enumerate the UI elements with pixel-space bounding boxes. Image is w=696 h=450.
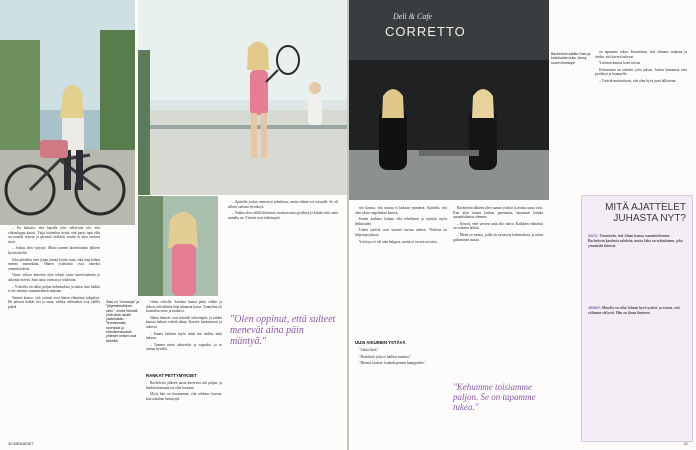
tennis-photo (138, 0, 347, 195)
cyclist-photo (0, 0, 135, 225)
paragraph: – En haluaisi, että lapsilla jäisi sellai-nen olo, että viikonloppu katosi. Tuija kuitenkin tietää, että paras tapa elää on nauttia arjesta ja pienistä hetkistä, mutta ei aina onnistu siinä. (8, 226, 100, 244)
paragraph: Bachelorin jälkeen olen saanut ystäviä ja avattu uusia ovia. Kun alan tuntea jonkun paremmin, huomaan kuinka samankaltaisia olemme. (453, 206, 543, 220)
left-body-column-2b (146, 381, 222, 439)
page-folio-left: 30 MENAISET (8, 441, 35, 446)
right-page (349, 0, 696, 450)
sidebar-title: MITÄ AJATTELET JUHASTA NYT? (605, 202, 686, 224)
paragraph: Nainen kertoo, että ystävät ovat hänen elämänsä tukipilari. He jakavat kaikki ilot ja surut, vaikka välimatkat ovat välillä pitkiä. (8, 295, 100, 309)
left-body-column-2 (146, 300, 222, 370)
paragraph: – Kerron, ettei tarvitse aina olla vahva. Kaikkien elämässä on vaikeita hetkiä. (453, 221, 543, 231)
paragraph: – Ajattelin joskus menestyä urheilussa, mutta elämä vei toisaalle. Se oli silloin vaikeaa hyväksyä. (228, 200, 338, 209)
portrait-photo-art (138, 196, 218, 296)
right-body-column-top (595, 50, 687, 190)
sidebar-text-2: Minulla on ollut Juhaan hyvä ystävä, ja toivon, että välimme säilyvät. Hän on ihana ihminen. (588, 306, 680, 315)
tennis-photo-art (138, 0, 347, 195)
paragraph: Ennen kaikkea haluan olla rehellinen ja näyttää myös heikkoudet. (355, 217, 447, 226)
right-body-column-1b (355, 348, 447, 438)
paragraph: "Huonot hiukset, hankala pennut kamppailee." (359, 361, 427, 366)
paragraph: viime viikolla. Sainhan kaatai pitkä viikko ja siihen, että lähetin ihan tuhansia kuvia. Tunnelma oli kuitenkin rento ja mukava. (146, 300, 222, 314)
paragraph: – Ennen kaikkea myös minä itse tiedän, mitä haluan. (146, 331, 222, 341)
sidebar-answer-2 (588, 306, 686, 316)
sidebar-text-1: Ymmärrän, että Juhan kanssa suunnittelemme Bachelorin kaudesta suhdetta, mutta Juha on eräänlainen, joka ymmärtää ihmistä. (588, 234, 683, 248)
pull-quote-right: "Kehumme toisiamme paljon. Se on tapamme tukea." (453, 382, 536, 412)
paragraph: Joka päiväkin teen jotain pientä kotiin vaan, eikä aina haluta mennä minnekään. Hänen ystävänsä ovat onneksi ymmärtäväisiä. (8, 257, 100, 271)
cafe-photo (349, 0, 549, 200)
right-body-column-2 (453, 206, 543, 376)
paragraph: Myös hän on huomannut, että rohkeus kasvaa, kun uskaltaa heittäytyä. (146, 392, 222, 401)
paragraph: Ystävien kanssa koen turvaa. (599, 61, 641, 66)
subhead-right: UUSI AIKUINEN YSTÄVÄ (355, 340, 406, 345)
paragraph: Ystävyys ei ole aina helppoa, mutta se on sen arvoista. (359, 239, 438, 244)
paragraph: – Ystäviltä on tullut paljon kokemuksia ja tukea, kun kaikki ei ole mennyt suunnitelmien mukaan. (8, 284, 100, 294)
photo-caption-right: Bachelorin sallittu Satu ja kahviloiden tuttu Jenny suurin ilmestys! (551, 52, 591, 65)
paragraph: Nämä ihmiset ovat minulle tärkeimpiä, ja niiden kanssa haluan viettää aikaa. Kaverit kannustavat ja tukevat. (146, 315, 222, 329)
paragraph: – Joskus olen väsynyt. Mutta tunnen lastenhoidon jälkeen hyvää mieltä. (8, 246, 100, 255)
left-body-column-3 (228, 200, 338, 312)
sidebar-box (581, 195, 693, 442)
paragraph: – Ystävät muistuttavat, että olen hyvä juuri tällaisena. (599, 78, 677, 83)
paragraph: Bachelorin jälkeen uusia kavereita tuli paljon, ja heidän kanssaan on ollut hauskaa. (146, 381, 222, 390)
subhead: RANKAT PETTYMYKSET (146, 373, 197, 378)
paragraph: Kehuminen on tärkeää, jotta jaksaa. Joskus kannattaa vain pysähtyä ja kuunnella. (595, 67, 687, 77)
sidebar-name-2: JENNY: (588, 306, 601, 310)
left-body-column-1 (8, 226, 100, 438)
photo-caption: Satu on "innostuja" ja "järjestelmällinen sielu", mutta hänellä yhtä lailla nauttii ystävistään. Tennismailat, ravintolat ja elämänmakuiset, yhteiset hetket ovat tärkeitä. (106, 300, 140, 343)
pull-quote: "Olen oppinut, että sulteet menevät aina päin mäntyä." (230, 314, 336, 347)
cafe-sign-line1: Deli & Cafe (393, 12, 433, 21)
cyclist-photo-art (0, 0, 135, 225)
paragraph: on tapamme tukea. Kunnioitan, että olemme mukana ja tiedän, että kaverit tukevat. (595, 50, 687, 59)
left-page (0, 0, 347, 450)
right-body-column-1 (355, 206, 447, 336)
portrait-photo (138, 196, 218, 296)
cafe-sign-line2: CORRETTO (385, 24, 466, 39)
paragraph: Uudet ystävät ovat tuoneet turvaa arkeen. Yhdessä on helpompi jaksaa. (355, 228, 447, 237)
paragraph: – Tunnen itseni aikuiseksi ja vapaaksi, ja se tuntuu hyvältä. (146, 342, 222, 352)
paragraph: "Lähtä likeä." (359, 348, 379, 352)
paragraph: Viime viikon ihmeistä olen tehnyt uusia kaverisuhteita ja uskonut itseeni. Sain uutta voimaa ja rohkeutta. (8, 273, 100, 282)
paragraph: "Hoskikeli, joka ei hallitse tunteita." (359, 354, 412, 359)
paragraph: – Meitä on monta, joilla on vastaavia kokemuksia, ja niistä puhuminen auttaa. (453, 232, 543, 242)
paragraph: – Vaikka olen välillä kiireinen, muistan aina pysähtyä ja kiittää siitä, mitä minulla on. Ystävät ovat tärkeimpiä. (228, 211, 338, 220)
sidebar-name-1: SATU: (588, 234, 599, 238)
sidebar-answer-1 (588, 234, 686, 248)
paragraph: sen kanssa, että minua ei kukaan ymmärrä. Ajattelin, että olen yksin ongelmieni kanssa. (355, 206, 447, 215)
page-folio-right: 31 (683, 441, 688, 446)
